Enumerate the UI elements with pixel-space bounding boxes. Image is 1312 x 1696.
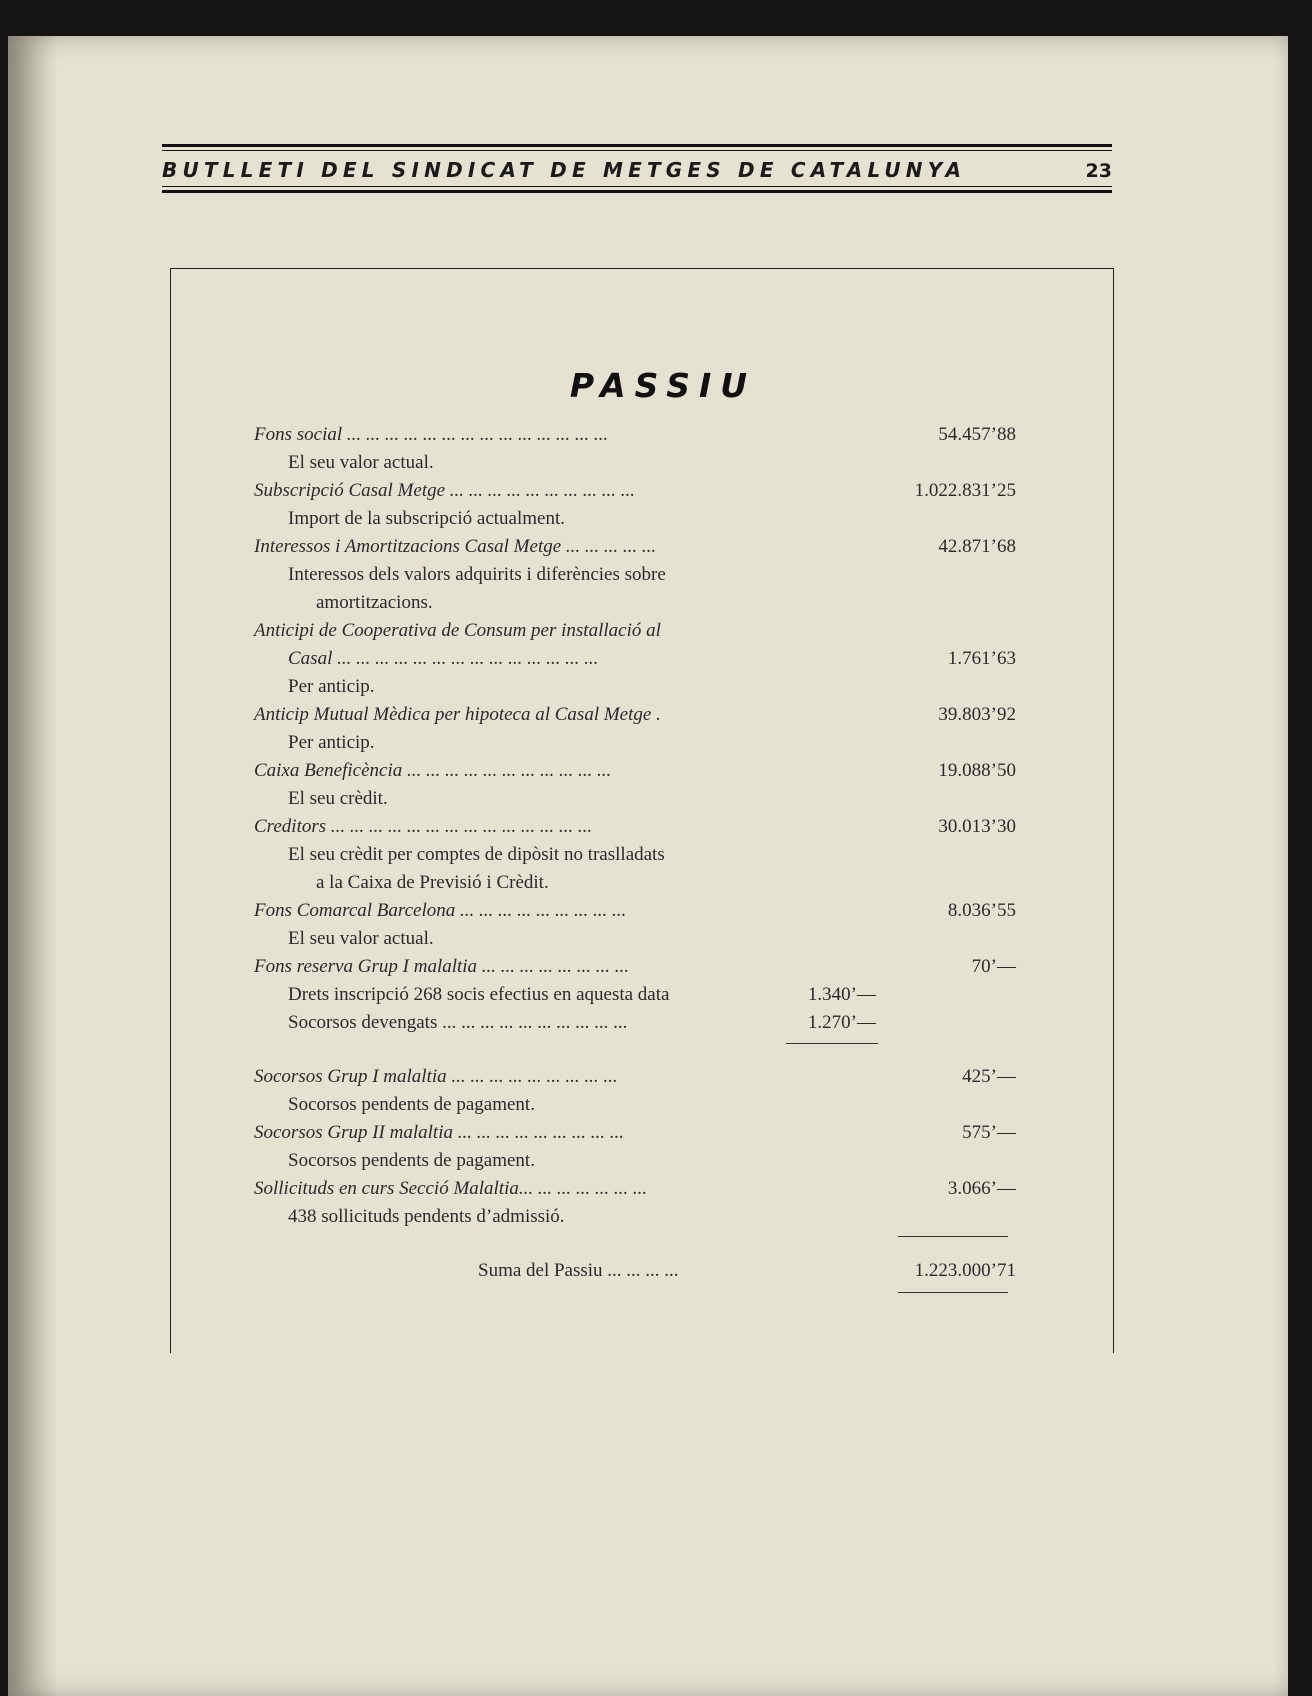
list-item <box>8 1012 1108 1040</box>
entry-amount: 8.036’55 <box>947 900 1016 921</box>
entry-amount: 1.022.831’25 <box>914 480 1016 501</box>
entry-description: El seu crèdit per comptes de dipòsit no traslladats <box>288 844 665 865</box>
entry-label: Sollicituds en curs Secció Malaltia... ... ... ... ... ... ... <box>254 1178 648 1199</box>
entry-label: Anticipi de Cooperativa de Consum per installació al <box>254 620 661 641</box>
entry-description: Drets inscripció 268 socis efectius en aquesta data <box>288 984 670 1005</box>
entry-amount: 42.871’68 <box>938 536 1016 557</box>
list-item <box>8 648 1108 676</box>
list-item <box>8 620 1108 648</box>
entry-amount: 575’— <box>962 1122 1016 1143</box>
list-item <box>8 536 1108 564</box>
entry-label: Casal ... ... ... ... ... ... ... ... ... ... ... ... ... ... <box>288 648 599 669</box>
entry-description: Socorsos pendents de pagament. <box>288 1094 535 1115</box>
entry-amount: 70’— <box>971 956 1016 977</box>
list-item <box>8 424 1108 452</box>
entry-description: Import de la subscripció actualment. <box>288 508 565 529</box>
section-title: PASSIU <box>569 366 757 405</box>
journal-title: BUTLLETI DEL SINDICAT DE METGES DE CATALUNYA <box>162 158 967 182</box>
list-item <box>8 1066 1108 1094</box>
entry-description: Socorsos pendents de pagament. <box>288 1150 535 1171</box>
entry-description: El seu valor actual. <box>288 452 434 473</box>
list-item <box>8 1150 1108 1178</box>
page-number: 23 <box>1085 160 1112 182</box>
list-item <box>8 508 1108 536</box>
list-item <box>8 788 1108 816</box>
entry-label: Subscripció Casal Metge ... ... ... ... ... ... ... ... ... ... <box>254 480 636 501</box>
page <box>8 36 1288 1696</box>
list-item <box>8 760 1108 788</box>
entry-description: Per anticip. <box>288 732 375 753</box>
entry-description: 438 sollicituds pendents d’admissió. <box>288 1206 565 1227</box>
list-item <box>8 956 1108 984</box>
entry-amount: 39.803’92 <box>938 704 1016 725</box>
list-item <box>8 1178 1108 1206</box>
entry-amount: 1.761’63 <box>947 648 1016 669</box>
list-item <box>8 704 1108 732</box>
list-item <box>8 1094 1108 1122</box>
entry-description: Per anticip. <box>288 676 375 697</box>
total-row <box>8 1260 1108 1288</box>
list-item <box>8 564 1108 592</box>
list-item <box>8 452 1108 480</box>
total-bottom-rule <box>898 1292 1008 1293</box>
entry-amount: 19.088’50 <box>938 760 1016 781</box>
entry-label: Fons reserva Grup I malaltia ... ... ... ... ... ... ... ... <box>254 956 630 977</box>
entry-label: Anticip Mutual Mèdica per hipoteca al Casal Metge . <box>254 704 661 725</box>
header-top-rule-thin <box>162 150 1112 151</box>
list-item <box>8 928 1108 956</box>
entry-description: Socorsos devengats ... ... ... ... ... ... ... ... ... ... <box>288 1012 628 1033</box>
entry-description: El seu crèdit. <box>288 788 388 809</box>
header-bottom-rule-thin <box>162 186 1112 187</box>
header-top-rule <box>162 144 1112 147</box>
list-item <box>8 1206 1108 1234</box>
entry-description: Interessos dels valors adquirits i diferències sobre <box>288 564 666 585</box>
total-top-rule <box>898 1236 1008 1237</box>
entry-description: El seu valor actual. <box>288 928 434 949</box>
list-item <box>8 844 1108 872</box>
entry-label: Socorsos Grup II malaltia ... ... ... ... ... ... ... ... ... <box>254 1122 624 1143</box>
entry-label: Fons Comarcal Barcelona ... ... ... ... ... ... ... ... ... <box>254 900 627 921</box>
list-item <box>8 1122 1108 1150</box>
list-item <box>8 900 1108 928</box>
list-item <box>8 984 1108 1012</box>
entry-amount: 30.013’30 <box>938 816 1016 837</box>
entry-amount: 425’— <box>962 1066 1016 1087</box>
entry-amount: 3.066’— <box>947 1178 1016 1199</box>
entry-label: Interessos i Amortitzacions Casal Metge ... ... ... ... ... <box>254 536 657 557</box>
entry-description: a la Caixa de Previsió i Crèdit. <box>316 872 549 893</box>
entry-label: Socorsos Grup I malaltia ... ... ... ... ... ... ... ... ... <box>254 1066 618 1087</box>
total-label: Suma del Passiu ... ... ... ... <box>478 1260 679 1281</box>
header-bottom-rule <box>162 190 1112 193</box>
list-item <box>8 592 1108 620</box>
entry-label: Caixa Beneficència ... ... ... ... ... ... ... ... ... ... ... <box>254 760 612 781</box>
list-item <box>8 732 1108 760</box>
subtotal-rule <box>786 1043 878 1044</box>
list-item <box>8 676 1108 704</box>
entry-label: Creditors ... ... ... ... ... ... ... ... ... ... ... ... ... ... <box>254 816 593 837</box>
list-item <box>8 872 1108 900</box>
running-header <box>162 158 1112 182</box>
total-amount: 1.223.000’71 <box>914 1260 1016 1281</box>
list-item <box>8 816 1108 844</box>
entry-amount: 54.457’88 <box>938 424 1016 445</box>
list-item <box>8 480 1108 508</box>
entry-subamount: 1.270’— <box>807 1012 876 1033</box>
entry-label: Fons social ... ... ... ... ... ... ... ... ... ... ... ... ... ... <box>254 424 609 445</box>
entry-description: amortitzacions. <box>316 592 433 613</box>
entry-subamount: 1.340’— <box>807 984 876 1005</box>
